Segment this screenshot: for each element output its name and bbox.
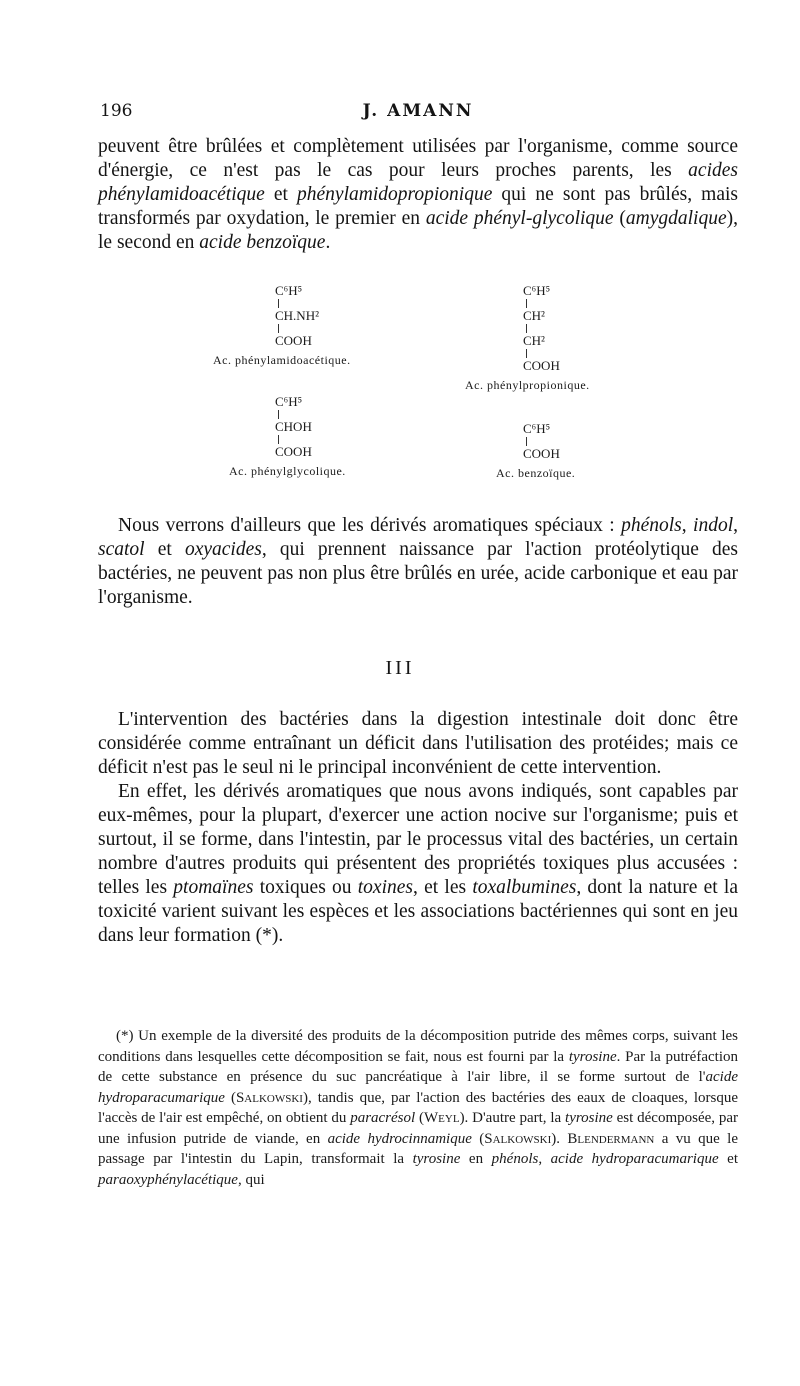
paragraph-3: L'intervention des bactéries dans la digestion intestinale doit donc être considérée comme entraînant un déficit dans l'utilisation des protéides; mais ce déficit n'est pas le seul ni le principal inconvénient de cette intervention. <box>98 709 738 778</box>
formula-phenylamidoacetique <box>213 284 351 368</box>
term-toxines: toxines <box>357 877 413 898</box>
formula-caption: Ac. phénylamidoacétique. <box>213 353 351 367</box>
term-amygdalique: amygdalique <box>625 208 727 229</box>
running-title: J. AMANN <box>362 101 474 121</box>
term-phenylamidopropionique: phénylamidopropionique <box>297 184 493 205</box>
formula-line: C⁶H⁵ <box>523 283 551 298</box>
author-name: Salkowski <box>235 1089 303 1106</box>
author-name: Blendermann <box>567 1130 655 1147</box>
formula-line: COOH <box>275 333 312 348</box>
term-oxyacides: oxyacides <box>184 539 262 560</box>
formula-line: CH² <box>523 333 545 348</box>
section-body <box>98 708 738 948</box>
term-ptomaines: ptomaïnes <box>173 877 254 898</box>
formula-line: C⁶H⁵ <box>275 394 303 409</box>
formula-benzoique <box>496 422 575 481</box>
paragraph-2: Nous verrons d'ailleurs que les dérivés aromatiques spéciaux : phénols, indol, scatol et oxyacides, qui prennent naissance par l'action protéolytique des bactéries, ne peuvent pas non plus être brûlés en urée, acide carbonique et eau par l'organisme. <box>98 515 738 608</box>
term-scatol: scatol <box>98 539 145 560</box>
formula-caption: Ac. benzoïque. <box>496 466 576 480</box>
formula-line: C⁶H⁵ <box>275 283 303 298</box>
term-acide-benzoique: acide benzoïque <box>199 232 326 253</box>
bond-line <box>526 299 527 308</box>
term-acide-phenylglycolique: acide phényl-glycolique <box>425 208 614 229</box>
bond-line <box>526 349 527 358</box>
formula-line: CH² <box>523 308 545 323</box>
formula-phenylpropionique <box>465 284 590 393</box>
formula-line: C⁶H⁵ <box>523 421 551 436</box>
bond-line <box>278 435 279 444</box>
paragraph-1: peuvent être brûlées et complètement utilisées par l'organisme, comme source d'énergie, ce n'est pas le cas pour leurs proches parents, les acides phénylamidoacétique et phénylamidopropionique qui ne sont pas brûlés, mais transformés par oxydation, le premier en acide phényl-glycolique (amygdalique), le second en acide benzoïque. <box>98 136 738 253</box>
bond-line <box>526 324 527 333</box>
author-name: Weyl <box>424 1110 460 1126</box>
term-acides-phenylamidoacetique: acides phénylamidoacétique <box>98 160 738 205</box>
formula-phenylglycolique <box>229 395 346 479</box>
term-indol: indol <box>693 515 734 536</box>
footnote: (*) Un exemple de la diversité des produits de la décomposition putride des mêmes corps, suivant les conditions dans lesquelles cette décomposition se fait, nous est fourni par la tyrosine. Par la putréfaction de cette substance en présence du suc pancréatique à l'air libre, il se forme surtout de l'acide hydroparacumarique (Salkowski), tandis que, par l'action des bactéries des eaux de cloaques, lorsque l'accès de l'air est empêché, on obtient du paracrésol (Weyl). D'autre part, la tyrosine est décomposée, par une infusion putride de viande, en acide hydrocinnamique (Salkowski). Blendermann a vu que le passage par l'intestin du Lapin, transformait la tyrosine en phénols, acide hydroparacumarique et paraoxyphénylacétique, qui <box>98 1028 739 1188</box>
page-number: 196 <box>100 101 133 121</box>
formula-line: CH.NH² <box>275 308 319 323</box>
paragraph-4: En effet, les dérivés aromatiques que nous avons indiqués, sont capables par eux-mêmes, pour la plupart, d'exercer une action nocive sur l'organisme; puis et surtout, il se forme, dans l'intestin, par le processus vital des bactéries, un certain nombre d'autres produits qui présentent des propriétés toxiques plus accusées : telles les ptomaïnes toxiques ou toxines, et les toxalbumines, dont la nature et la toxicité varient suivant les espèces et les associations bactériennes qui sont en jeu dans leur formation (*). <box>98 781 738 946</box>
term-toxalbumines: toxalbumines <box>472 877 577 898</box>
formula-caption: Ac. phénylglycolique. <box>229 464 346 478</box>
page-header <box>98 101 738 127</box>
bond-line <box>526 437 527 446</box>
formula-line: COOH <box>275 444 312 459</box>
formula-line: COOH <box>523 358 560 373</box>
term-phenols: phénols <box>621 515 682 536</box>
formula-line: COOH <box>523 446 560 461</box>
bond-line <box>278 324 279 333</box>
section-heading: III <box>385 657 415 679</box>
bond-line <box>278 299 279 308</box>
formula-caption: Ac. phénylpropionique. <box>465 378 590 392</box>
bond-line <box>278 410 279 419</box>
author-name: Salkowski <box>484 1130 552 1147</box>
formula-line: CHOH <box>275 419 312 434</box>
